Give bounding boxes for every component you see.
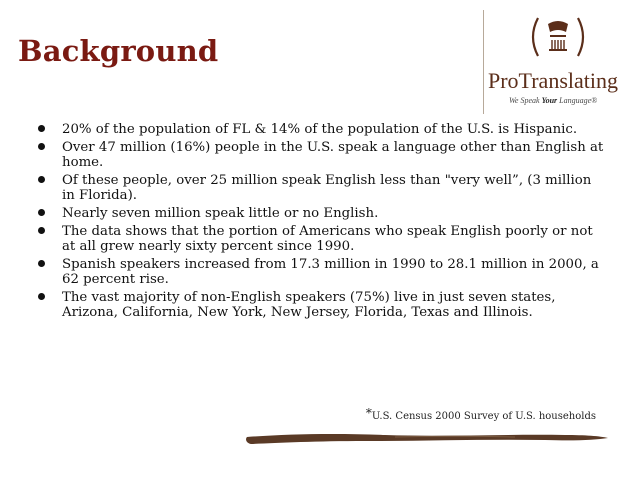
bullet-item: The vast majority of non-English speakers (75%) live in just seven states, Arizona, California, New York, New Jersey, Florida, Texas and Illinois. [38,290,608,321]
bullet-dot-icon [38,176,45,183]
bullet-item: The data shows that the portion of Americans who speak English poorly or not at all grew nearly sixty percent since 1990. [38,224,608,255]
logo-emblem-icon [526,14,590,60]
logo-brand-name: ProTranslating [488,68,618,93]
bullet-dot-icon [38,260,45,267]
protranslating-logo [486,14,634,114]
bullet-item: Nearly seven million speak little or no English. [38,206,608,221]
bullet-dot-icon [38,293,45,300]
bullet-item: Of these people, over 25 million speak English less than "very well”, (3 million in Florida). [38,173,608,204]
header-divider [483,10,484,114]
logo-tagline: We Speak Your Language® [509,96,598,105]
bullet-item: Over 47 million (16%) people in the U.S. speak a language other than English at home. [38,140,608,171]
slide-title: Background [18,34,219,68]
bullet-dot-icon [38,125,45,132]
bullet-dot-icon [38,143,45,150]
bullet-list [38,122,608,323]
bullet-dot-icon [38,209,45,216]
source-footnote: *U.S. Census 2000 Survey of U.S. households [365,406,596,422]
bullet-dot-icon [38,227,45,234]
bullet-item: 20% of the population of FL & 14% of the population of the U.S. is Hispanic. [38,122,608,137]
bullet-item: Spanish speakers increased from 17.3 million in 1990 to 28.1 million in 2000, a 62 percent rise. [38,257,608,288]
brush-stroke-divider [245,428,610,448]
